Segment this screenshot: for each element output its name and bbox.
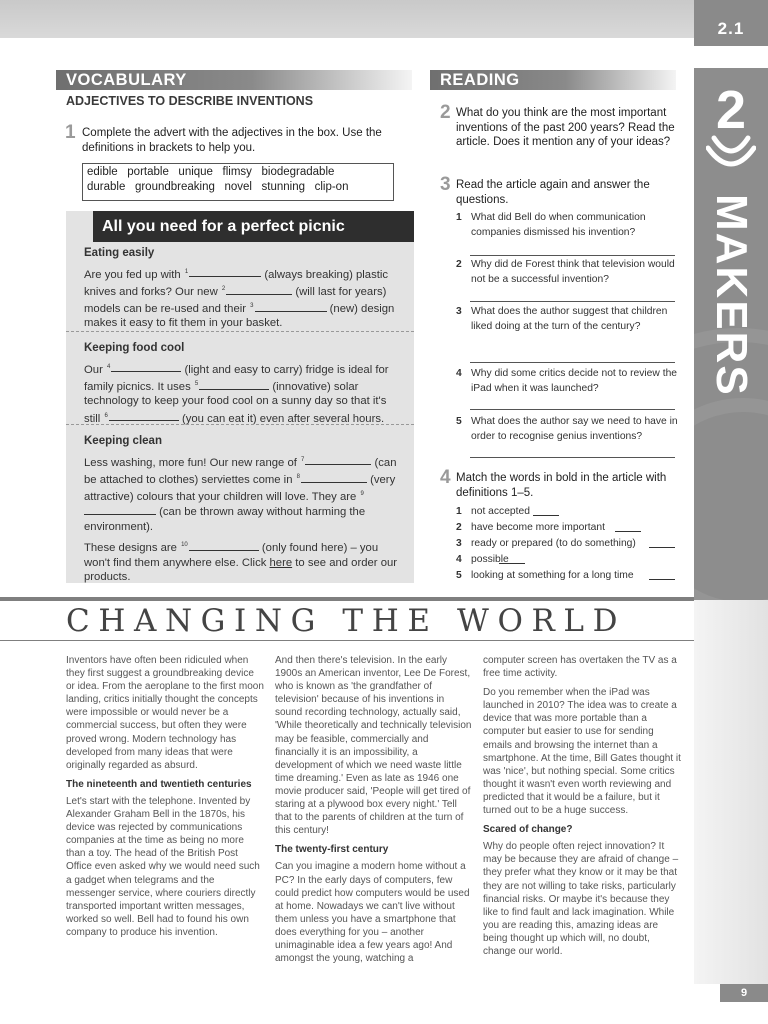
answer-blank[interactable] — [189, 540, 259, 551]
reading-question — [456, 414, 681, 444]
advert-text: (innovative) solar technology to keep your food cool on a sunny day so that it's still — [84, 380, 387, 425]
article-title: CHANGING THE WORLD — [66, 603, 627, 639]
gap-number: 2 — [221, 285, 226, 292]
match-item — [456, 552, 677, 568]
article-subheading: The twenty-first century — [275, 844, 389, 856]
reading-question — [456, 210, 681, 240]
match-item — [456, 568, 677, 584]
advert-text: (very attractive) colours that your children will love. They are — [84, 473, 396, 503]
gap-number: 4 — [106, 363, 111, 370]
advert-text: Are you fed up with — [84, 268, 181, 281]
item-number: 5 — [456, 570, 462, 581]
reading-question — [456, 366, 681, 396]
gap-number: 10 — [181, 542, 188, 549]
article-column-3 — [483, 654, 683, 964]
reading-question — [456, 304, 681, 334]
answer-blank[interactable] — [255, 301, 327, 312]
answer-blank[interactable] — [111, 361, 181, 372]
article-column-2 — [275, 654, 473, 971]
word-box — [82, 163, 394, 201]
definition-text: ready or prepared (to do something) — [471, 538, 636, 549]
answer-blank[interactable] — [615, 531, 641, 532]
question-number: 2 — [440, 102, 451, 123]
definition-text: looking at something for a long time — [471, 570, 634, 581]
answer-blank[interactable] — [199, 379, 269, 390]
unit-number: 2 — [715, 80, 747, 140]
question-text: Why did some critics decide not to review the iPad when it was launched? — [471, 368, 678, 394]
reading-heading: READING — [430, 70, 676, 90]
answer-blank[interactable] — [305, 454, 371, 465]
item-number: 4 — [456, 368, 462, 379]
item-number: 4 — [456, 554, 462, 565]
question-number: 4 — [440, 467, 451, 488]
unit-side-banner — [694, 68, 768, 600]
article-paragraph: Can you imagine a modern home without a PC? In the early days of computers, few could predict how computers would be used at home. Nowadays we can't live without them unless you have a smartphone that does everything for you – another unimaginable idea a few years ago! And amongst the young, watching a — [275, 861, 470, 965]
advert-title: All you need for a perfect picnic — [93, 211, 414, 242]
advert-text: (new) design makes it easy to fit them in your basket. — [84, 302, 395, 330]
article-paragraph: Let's start with the telephone. Invented by Alexander Graham Bell in the 1870s, his device was rejected by communications companies at the time as being no more than a toy. The head of the British Post Office even asked why we would need such a gadget when telegrams and the messenger service, where couriers directly transported important written messages, worked so well. Bell had to found his own company to produce his invention. — [66, 795, 260, 938]
advert-text: (will last for years) models can be re-used and their — [84, 285, 387, 315]
advert-text: to see and order our products. — [84, 556, 398, 584]
order-link[interactable]: here — [269, 556, 293, 569]
article-paragraph: computer screen has overtaken the TV as a free time activity. — [483, 655, 677, 680]
sound-wave-icon — [706, 134, 756, 174]
article-column-1 — [66, 654, 264, 945]
unit-number-tab: 2.1 — [694, 0, 768, 46]
item-number: 2 — [456, 259, 462, 270]
item-number: 2 — [456, 522, 462, 533]
question-text: What did Bell do when communication companies dismissed his invention? — [471, 212, 646, 238]
question-1-instruction: Complete the advert with the adjectives in the box. Use the definitions in brackets to help you. — [82, 127, 382, 154]
question-4-instruction: Match the words in bold in the article with definitions 1–5. — [456, 472, 667, 499]
advert-text: (always breaking) plastic knives and forks? Our new — [84, 268, 389, 298]
article-paragraph: Why do people often reject innovation? It may be because they are afraid of change – they prefer what they know or it may be that they are not willing to take risks, particularly financial risks. Or maybe it's because they like to find fault and lack imagination. While you are reading this, amazing ideas are being thought up which will, no doubt, change our world. — [483, 841, 679, 957]
advert-section — [84, 341, 402, 426]
answer-blank[interactable] — [649, 579, 675, 580]
word-box-line: edible portable unique flimsy biodegradable — [87, 166, 335, 178]
item-number: 3 — [456, 538, 462, 549]
definition-text: not accepted — [471, 506, 530, 517]
answer-blank[interactable] — [84, 504, 156, 515]
advert-text: (can be attached to clothes) serviettes come in — [84, 456, 397, 486]
answer-line[interactable] — [470, 362, 675, 363]
reading-question — [456, 257, 681, 287]
article-paragraph: And then there's television. In the early 1900s an American inventor, Lee De Forest, who is known as 'the grandfather of television' because of his inventions in sound recording technology, actually said, 'While theoretically and technically television may be feasible, commercially and financially it is an impossibility, a development of which we need waste little time dreaming.' Even as late as 1946 one movie producer said, 'People will get tired of staring at a plywood box every night.' Tell that to the parents of children at the turn of this century! — [275, 655, 472, 837]
question-text: What does the author suggest that children liked doing at the turn of the century? — [471, 306, 668, 332]
match-item — [456, 520, 677, 536]
advert-section-title: Keeping food cool — [84, 342, 185, 354]
match-item — [456, 504, 677, 520]
answer-blank[interactable] — [109, 410, 179, 421]
answer-blank[interactable] — [189, 266, 261, 277]
gap-number: 9 — [360, 491, 364, 498]
advert-text: These designs are — [84, 542, 177, 555]
advert-section — [84, 246, 402, 331]
advert-section — [84, 434, 402, 585]
vocabulary-subheading: ADJECTIVES TO DESCRIBE INVENTIONS — [66, 94, 314, 108]
definition-text: have become more important — [471, 522, 605, 533]
item-number: 5 — [456, 416, 462, 427]
article-paragraph: Do you remember when the iPad was launched in 2010? The idea was to create a device that was more portable than a computer but easier to use for sending emails and browsing the internet than a smartphone. At the time, Bill Gates thought it was 'nice', but nothing special. Some critics thought it wasn't even worth reviewing and predicted that it would be a failure, but it turned out to be a huge success. — [483, 687, 681, 817]
article-title-rule — [0, 640, 694, 641]
advert-text: Less washing, more fun! Our new range of — [84, 456, 297, 469]
side-decoration — [694, 600, 768, 984]
question-2-instruction: What do you think are the most important inventions of the past 200 years? Read the article. Does it mention any of your ideas? — [456, 107, 675, 148]
answer-blank[interactable] — [226, 284, 292, 295]
advert-text: (you can eat it) even after several hours. — [181, 412, 385, 425]
gap-number: 5 — [194, 380, 199, 387]
definition-text: possible — [471, 554, 509, 565]
answer-line[interactable] — [470, 255, 675, 256]
gap-number: 7 — [301, 456, 305, 463]
article-subheading: The nineteenth and twentieth centuries — [66, 778, 252, 790]
advert-text: (light and easy to carry) fridge is ideal for family picnics. It uses — [84, 363, 389, 393]
answer-blank[interactable] — [533, 515, 559, 516]
item-number: 1 — [456, 506, 462, 517]
advert-section-title: Keeping clean — [84, 435, 162, 447]
divider — [66, 424, 414, 425]
spacer — [84, 534, 402, 538]
word-box-line: durable groundbreaking novel stunning clip-on — [87, 181, 349, 193]
decorative-ring — [694, 398, 768, 600]
advert-text: Our — [84, 363, 103, 376]
gap-number: 3 — [250, 303, 254, 310]
advert-text: (only found here) – you won't find them anywhere else. Click — [84, 542, 379, 569]
question-text: What does the author say we need to have in order to recognise genius inventions? — [471, 416, 678, 442]
article-subheading: Scared of change? — [483, 824, 573, 836]
question-number: 1 — [65, 122, 76, 143]
answer-line[interactable] — [470, 409, 675, 410]
page-number: 9 — [720, 984, 768, 1002]
advert-text: (can be thrown away without harming the environment). — [84, 506, 366, 533]
question-3-instruction: Read the article again and answer the questions. — [456, 179, 650, 206]
article-paragraph: Inventors have often been ridiculed when they first suggest a groundbreaking device or idea. From the aeroplane to the first moon landing, critics initially thought the concepts were impossible or would never be a commercial success, but often they were proved wrong. Modern technology has developed from many ideas that were originally regarded as absurd. — [66, 655, 264, 771]
unit-title: MAKERS — [707, 194, 756, 397]
answer-line[interactable] — [470, 457, 675, 458]
question-text: Why did de Forest think that television would not be a successful invention? — [471, 259, 675, 285]
divider — [66, 331, 414, 332]
item-number: 3 — [456, 306, 462, 317]
question-number: 3 — [440, 174, 451, 195]
vocabulary-heading: VOCABULARY — [56, 70, 412, 90]
item-number: 1 — [456, 212, 462, 223]
answer-line[interactable] — [470, 301, 675, 302]
answer-blank[interactable] — [301, 472, 367, 483]
advert-section-title: Eating easily — [84, 247, 155, 259]
gap-number: 6 — [104, 412, 108, 419]
answer-blank[interactable] — [649, 547, 675, 548]
top-header-bar — [0, 0, 694, 38]
answer-blank[interactable] — [499, 563, 525, 564]
match-item — [456, 536, 677, 552]
gap-number: 8 — [296, 473, 300, 480]
gap-number: 1 — [184, 268, 189, 275]
